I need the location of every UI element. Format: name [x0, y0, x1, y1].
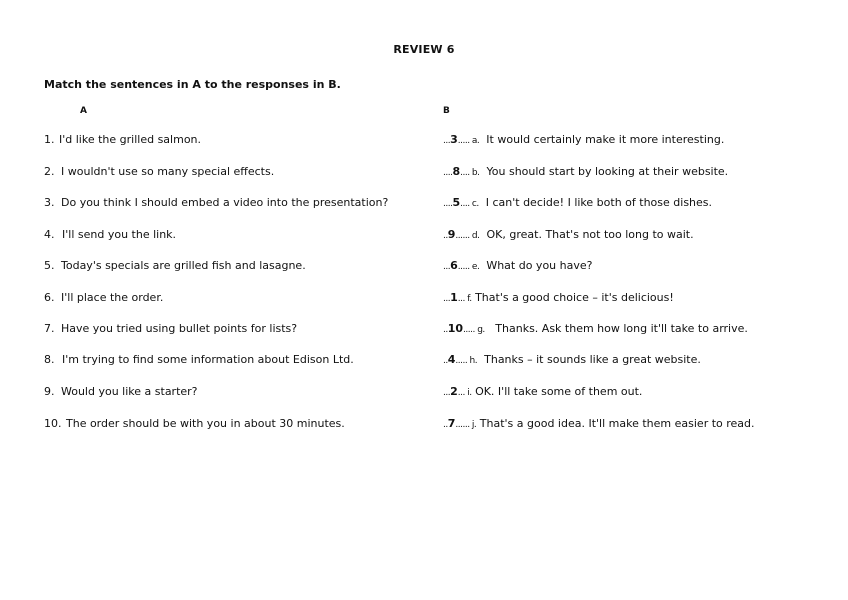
response-b-row [443, 291, 674, 306]
column-b-header: B [443, 106, 450, 116]
answer-blank-suffix: ..... a. [457, 136, 480, 146]
answer-blank-prefix: ... [443, 136, 451, 146]
sentence-a-row [44, 322, 297, 336]
sentence-a-row [44, 259, 306, 273]
sentence-number: 8. [44, 353, 55, 366]
sentence-text: Today's specials are grilled fish and lasagne. [61, 259, 306, 272]
sentence-number: 1. [44, 133, 55, 146]
answer-blank-suffix: ..... e. [457, 262, 480, 272]
response-b-row [443, 196, 712, 211]
response-text: That's a good idea. It'll make them easier to read. [479, 417, 755, 430]
sentence-text: Have you tried using bullet points for lists? [61, 322, 298, 335]
sentence-number: 5. [44, 259, 55, 272]
answer-number: 10 [447, 322, 464, 335]
sentence-number: 3. [44, 196, 55, 209]
answer-blank-suffix: ...... j. [455, 420, 477, 430]
sentence-a-row [44, 353, 354, 367]
column-a-header: A [80, 106, 87, 116]
sentence-text: I'm trying to find some information about Edison Ltd. [62, 353, 354, 366]
sentence-a-row [44, 196, 388, 210]
sentence-a-row [44, 165, 274, 179]
response-text: What do you have? [486, 259, 593, 272]
sentence-text: Do you think I should embed a video into the presentation? [61, 196, 389, 209]
response-b-row [443, 322, 748, 337]
sentence-number: 4. [44, 228, 55, 241]
answer-blank-suffix: ..... h. [455, 356, 478, 366]
answer-blank-suffix: .... b. [460, 168, 480, 178]
answer-blank-suffix: ... i. [457, 388, 472, 398]
answer-blank-suffix: .... c. [460, 199, 479, 209]
sentence-number: 10. [44, 417, 62, 430]
answer-blank-prefix: .. [443, 420, 448, 430]
answer-number: 7 [447, 417, 456, 430]
answer-number: 1 [450, 291, 458, 304]
answer-blank-suffix: ...... d. [455, 231, 480, 241]
sentence-text: I wouldn't use so many special effects. [61, 165, 275, 178]
response-text: Thanks – it sounds like a great website. [484, 353, 701, 366]
answer-blank-prefix: .... [443, 199, 453, 209]
answer-blank-suffix: ..... g. [463, 325, 485, 335]
sentence-text: I'd like the grilled salmon. [59, 133, 202, 146]
sentence-a-row [44, 133, 201, 147]
sentence-text: The order should be with you in about 30 minutes. [66, 417, 345, 430]
answer-number: 3 [450, 133, 458, 146]
response-text: OK, great. That's not too long to wait. [486, 228, 694, 241]
answer-blank-suffix: ... f. [457, 294, 472, 304]
sentence-a-row [44, 417, 345, 431]
sentence-number: 2. [44, 165, 55, 178]
sentence-number: 7. [44, 322, 55, 335]
answer-blank-prefix: ... [443, 294, 451, 304]
answer-blank-prefix: ... [443, 388, 451, 398]
response-b-row [443, 417, 755, 432]
response-b-row [443, 385, 642, 400]
page-title: REVIEW 6 [393, 43, 455, 56]
response-b-row [443, 353, 701, 368]
response-text: You should start by looking at their website. [486, 165, 729, 178]
sentence-number: 6. [44, 291, 55, 304]
instruction-text: Match the sentences in A to the responses in B. [44, 78, 341, 91]
answer-blank-prefix: .. [443, 325, 448, 335]
answer-number: 6 [450, 259, 458, 272]
answer-number: 2 [450, 385, 458, 398]
answer-blank-prefix: ... [443, 262, 451, 272]
answer-number: 5 [452, 196, 461, 209]
response-text: OK. I'll take some of them out. [475, 385, 643, 398]
answer-number: 4 [447, 353, 456, 366]
sentence-text: I'll place the order. [61, 291, 164, 304]
response-b-row [443, 165, 728, 180]
answer-blank-prefix: .... [443, 168, 453, 178]
sentence-text: Would you like a starter? [61, 385, 198, 398]
response-text: That's a good choice – it's delicious! [475, 291, 674, 304]
response-text: Thanks. Ask them how long it'll take to arrive. [495, 322, 748, 335]
answer-number: 8 [452, 165, 461, 178]
sentence-a-row [44, 385, 198, 399]
answer-blank-prefix: .. [443, 231, 448, 241]
answer-blank-prefix: .. [443, 356, 448, 366]
response-text: I can't decide! I like both of those dishes. [485, 196, 713, 209]
sentence-a-row [44, 228, 176, 242]
response-b-row [443, 133, 724, 148]
sentence-text: I'll send you the link. [62, 228, 177, 241]
response-text: It would certainly make it more interesting. [486, 133, 725, 146]
response-b-row [443, 228, 694, 243]
response-b-row [443, 259, 592, 274]
sentence-number: 9. [44, 385, 55, 398]
sentence-a-row [44, 291, 163, 305]
answer-number: 9 [447, 228, 456, 241]
